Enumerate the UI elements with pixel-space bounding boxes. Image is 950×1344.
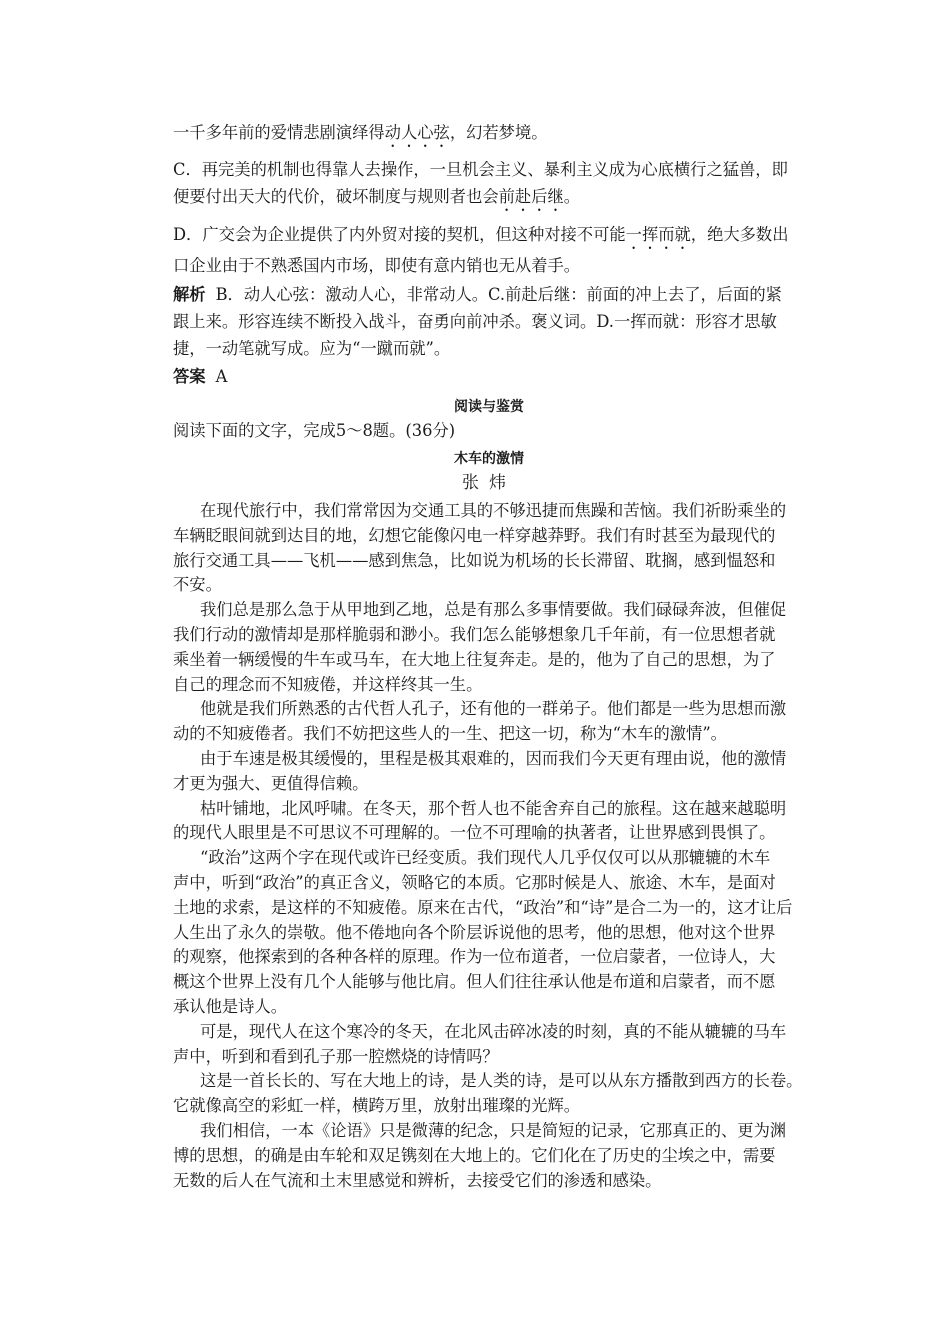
article-line: 我们相信，一本《论语》只是微薄的纪念，只是简短的记录，它那真正的、更为渊 xyxy=(200,1121,787,1140)
text-segment: 。 xyxy=(563,187,581,206)
article-title: 木车的激情 xyxy=(454,451,524,467)
article-line: 他就是我们所熟悉的古代哲人孔子，还有他的一群弟子。他们都是一些为思想而激 xyxy=(200,699,787,719)
article-line: 承认他是诗人。 xyxy=(173,997,287,1016)
emphasized-idiom: 前赴后继 xyxy=(498,187,564,206)
article-line: 无数的后人在气流和土末里感觉和辨析，去接受它们的渗透和感染。 xyxy=(173,1170,662,1190)
article-line: 自己的理念而不知疲倦，并这样终其一生。 xyxy=(173,674,483,694)
analysis-line3: 捷，一动笔就写成。应为“一蹴而就”。 xyxy=(173,339,451,358)
article-line: 车辆眨眼间就到达目的地，幻想它能像闪电一样穿越莽野。我们有时甚至为最现代的 xyxy=(173,525,776,545)
article-line: “政治”这两个字在现代或许已经变质。我们现代人几乎仅仅可以从那辘辘的木车 xyxy=(200,848,771,868)
article-line: 我们总是那么急于从甲地到乙地，总是有那么多事情要做。我们碌碌奔波，但催促 xyxy=(200,600,787,620)
article-line: 在现代旅行中，我们常常因为交通工具的不够迅捷而焦躁和苦恼。我们祈盼乘坐的 xyxy=(200,501,787,520)
article-line: 声中，听到“政治”的真正含义，领略它的本质。它那时候是人、旅途、木车，是面对 xyxy=(173,873,776,892)
article-author: 张炜 xyxy=(462,473,516,493)
reading-instruction: 阅读下面的文字，完成5～8题。(36分) xyxy=(173,421,456,440)
emphasized-idiom: 动人心弦 xyxy=(384,123,450,142)
option-c-line2 xyxy=(173,184,805,215)
article-line: 可是，现代人在这个寒冷的冬天，在北风击碎冰凌的时刻，真的不能从辘辘的马车 xyxy=(200,1021,787,1041)
article-line: 我们行动的激情却是那样脆弱和渺小。我们怎么能够想象几千年前，有一位思想者就 xyxy=(173,625,776,644)
article-line: 枯叶铺地，北风呼啸。在冬天，那个哲人也不能舍弃自己的旅程。这在越来越聪明 xyxy=(200,798,787,818)
article-line: 由于车速是极其缓慢的，里程是极其艰难的，因而我们今天更有理由说，他的激情 xyxy=(200,749,787,768)
answer-value: A xyxy=(215,367,228,386)
answer-label: 答案 xyxy=(173,367,206,386)
option-a-tail xyxy=(173,120,805,151)
text-segment: ，幻若梦境。 xyxy=(449,123,548,142)
analysis-label: 解析 xyxy=(173,285,206,304)
article-line: 人生出了永久的崇敬。他不倦地向各个阶层诉说他的思考，他的思想，他对这个世界 xyxy=(173,922,776,942)
text-segment: 一千多年前的爱情悲剧演绎得 xyxy=(173,123,385,142)
article-line: 的现代人眼里是不可思议不可理解的。一位不可理喻的执著者，让世界感到畏惧了。 xyxy=(173,823,776,843)
article-line: 才更为强大、更值得信赖。 xyxy=(173,773,369,793)
text-segment: D．广交会为企业提供了内外贸对接的契机，但这种对接不可能 xyxy=(173,225,626,244)
article-line: 这是一首长长的、写在大地上的诗，是人类的诗，是可以从东方播散到西方的长卷。 xyxy=(200,1071,803,1091)
text-segment: ，绝大多数出 xyxy=(690,225,789,244)
section-title: 阅读与鉴赏 xyxy=(454,399,524,415)
option-d-line2: 口企业由于不熟悉国内市场，即使有意内销也无从着手。 xyxy=(173,256,581,275)
article-line: 博的思想，的确是由车轮和双足镌刻在大地上的。它们化在了历史的尘埃之中，需要 xyxy=(173,1145,776,1165)
article-line: 土地的求索，是这样的不知疲倦。原来在古代，“政治”和“诗”是合二为一的，这才让后 xyxy=(173,897,793,917)
article-line: 它就像高空的彩虹一样，横跨万里，放射出璀璨的光辉。 xyxy=(173,1096,581,1116)
analysis-line2: 跟上来。形容连续不断投入战斗，奋勇向前冲杀。褒义词。D.一挥而就：形容才思敏 xyxy=(173,312,777,331)
answer-line xyxy=(173,364,805,390)
article-line: 的观察，他探索到的各种各样的原理。作为一位布道者，一位启蒙者，一位诗人，大 xyxy=(173,947,776,967)
article-line: 动的不知疲倦者。我们不妨把这些人的一生、把这一切，称为“木车的激情”。 xyxy=(173,724,727,744)
analysis-text: B．动人心弦：激动人心，非常动人。C.前赴后继：前面的冲上去了，后面的紧 xyxy=(215,285,782,304)
emphasized-idiom: 一挥而就 xyxy=(625,225,691,244)
article-line: 不安。 xyxy=(173,575,222,595)
option-d-line1 xyxy=(173,222,805,253)
article-line: 乘坐着一辆缓慢的牛车或马车，在大地上往复奔走。是的，他为了自己的思想，为了 xyxy=(173,649,776,669)
article-line: 旅行交通工具——飞机——感到焦急，比如说为机场的长长滞留、耽搁，感到愠怒和 xyxy=(173,550,776,570)
analysis-line1 xyxy=(173,282,805,308)
article-line: 概这个世界上没有几个人能够与他比肩。但人们往往承认他是布道和启蒙者，而不愿 xyxy=(173,972,776,992)
option-c-line1: C．再完美的机制也得靠人去操作，一旦机会主义、暴利主义成为心底横行之猛兽，即 xyxy=(173,160,788,179)
text-segment: 便要付出天大的代价，破坏制度与规则者也会 xyxy=(173,187,499,206)
article-line: 声中，听到和看到孔子那一腔燃烧的诗情吗？ xyxy=(173,1046,499,1066)
